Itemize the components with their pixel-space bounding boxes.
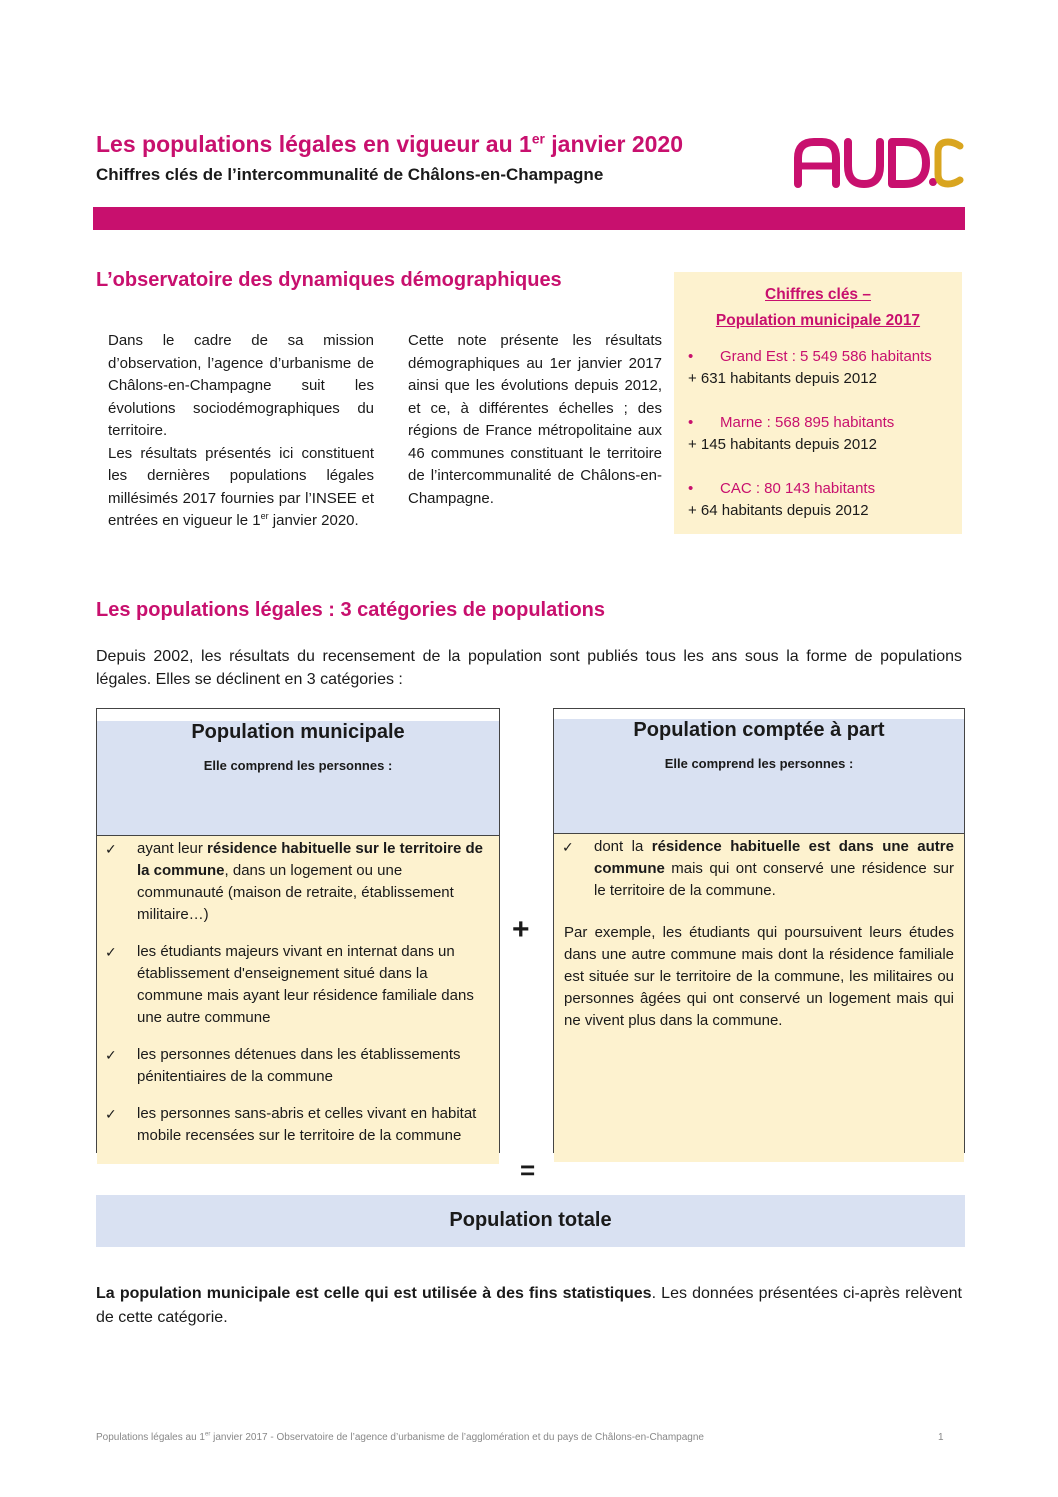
section-heading-categories: Les populations légales : 3 catégories de populations [96,599,605,621]
intro-paragraph-1: Dans le cadre de sa mission d’observation, l’agence d’urbanisme de Châlons-en-Champagne suit les évolutions sociodémographiques du territoire. [108,332,374,439]
conclusion-paragraph: La population municipale est celle qui est utilisée à des fins statistiques. Les données présentées ci-après relèvent de cette catégorie. [96,1285,962,1326]
population-comptee-box [553,708,965,1153]
key-figures-title: Chiffres clés – [765,286,871,303]
list-item: ✓ les personnes détenues dans les établissements pénitentiaires de la commune [97,1044,489,1088]
list-item: ✓ les personnes sans-abris et celles vivant en habitat mobile recensées sur le territoire de la commune [97,1103,489,1147]
check-icon: ✓ [562,839,574,855]
list-item: ✓ dont la résidence habituelle est dans une autre commune mais qui ont conservé une résidence sur le territoire de la commune. [554,836,954,902]
population-municipale-list [97,836,499,1164]
population-comptee-header [554,719,964,834]
header-bar [93,207,965,230]
key-figure-cac: • CAC : 80 143 habitants [688,480,876,497]
categories-intro: Depuis 2002, les résultats du recensement de la population sont publiés tous les ans sous la forme de populations légales. Elles se déclinent en 3 catégories : [96,648,962,688]
intro-paragraph-2: Les résultats présentés ici constituent les dernières populations légales millésimés 2017 fournies par l’INSEE et entrées en vigueur le 1er janvier 2020. [108,444,374,529]
list-item: ✓ ayant leur résidence habituelle sur le territoire de la commune, dans un logement ou une communauté (maison de retraite, établissement militaire…) [97,838,489,926]
key-figure-grand-est: • Grand Est : 5 549 586 habitants [688,348,932,365]
aud-c-logo [792,132,964,192]
population-municipale-header [97,721,499,836]
key-figure-grand-est-change: + 631 habitants depuis 2012 [688,370,877,387]
key-figures-subtitle: Population municipale 2017 [715,312,921,329]
population-comptee-list [554,834,964,1162]
key-figure-marne-change: + 145 habitants depuis 2012 [688,436,877,453]
key-figure-cac-change: + 64 habitants depuis 2012 [688,502,869,519]
check-icon: ✓ [105,944,117,960]
key-figures-box [674,272,962,534]
page-subtitle: Chiffres clés de l’intercommunalité de Châlons-en-Champagne [96,165,604,184]
intro-column-2: Cette note présente les résultats démographiques au 1er janvier 2017 ainsi que les évolutions depuis 2012, et ce, à différentes échelles ; des régions de France métropolitaine aux 46 communes constituant le territoire de l’intercommunalité de Châlons-en-Champagne. [408,332,662,507]
logo-icon [792,132,964,192]
section-heading-observatoire: L’observatoire des dynamiques démographiques [96,269,562,291]
check-icon: ✓ [105,1047,117,1063]
population-comptee-title: Population comptée à part [633,719,885,741]
check-icon: ✓ [105,841,117,857]
population-municipale-title: Population municipale [191,721,405,743]
check-icon: ✓ [105,1106,117,1122]
equals-sign: = [520,1155,536,1185]
footer-text: Populations légales au 1er janvier 2017 - Observatoire de l’agence d’urbanisme de l’agglomération et du pays de Châlons-en-Champagne [96,1431,704,1443]
list-item: ✓ les étudiants majeurs vivant en internat dans un établissement d'enseignement situé dans la commune mais ayant leur résidence familiale dans une autre commune [97,941,489,1029]
key-figure-marne: • Marne : 568 895 habitants [688,414,895,431]
plus-sign: + [512,913,530,946]
intro-column-1 [108,330,374,533]
population-totale-box: Population totale [96,1195,965,1247]
population-comptee-subtitle: Elle comprend les personnes : [664,756,854,771]
population-comptee-example: Par exemple, les étudiants qui poursuivent leurs études dans une autre commune mais dont la résidence familiale est située sur le territoire de la commune, les militaires ou personnes âgées qui ont conservé un logement mais qui ne vivent plus dans la commune. [564,924,954,1029]
page-number: 1 [938,1432,944,1443]
population-municipale-box [96,708,500,1153]
population-municipale-subtitle: Elle comprend les personnes : [203,758,393,773]
page-title: Les populations légales en vigueur au 1er janvier 2020 [96,131,683,157]
